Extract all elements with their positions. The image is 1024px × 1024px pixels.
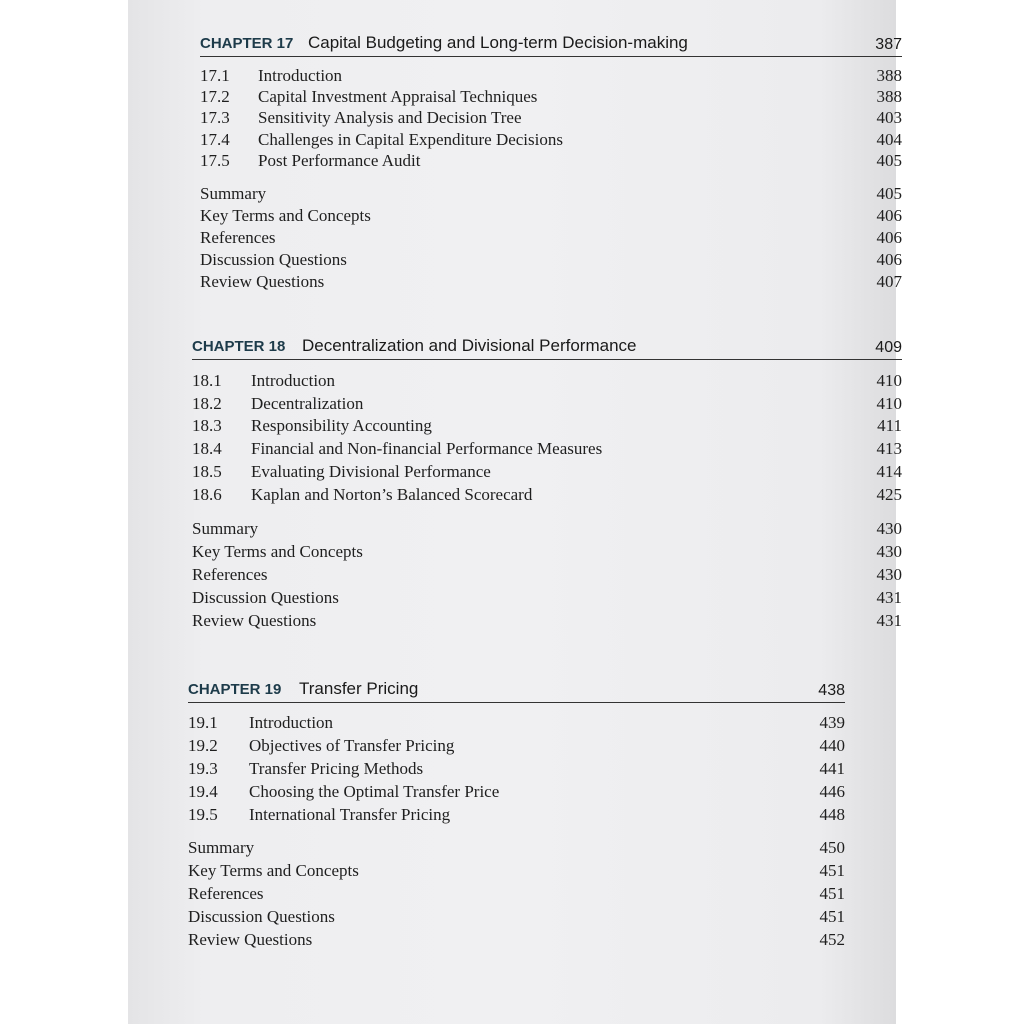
section-page: 448 [819,805,845,824]
section-number: 17.1 [200,66,230,85]
section-page: 414 [876,462,902,481]
section-number: 18.5 [192,462,222,481]
section-row [192,439,902,461]
chapter-rule [192,359,902,360]
section-number: 17.3 [200,108,230,127]
section-number: 19.5 [188,805,218,824]
chapter-18 [192,333,902,633]
section-row [200,130,902,152]
section-number: 18.6 [192,485,222,504]
extra-title: Discussion Questions [188,907,335,926]
section-page: 405 [876,151,902,170]
section-title: Introduction [249,713,334,732]
section-page: 441 [819,759,845,778]
extra-page: 431 [876,588,902,607]
extra-page: 451 [819,907,845,926]
section-title: Responsibility Accounting [251,416,432,435]
extra-row [192,519,902,541]
extra-page: 451 [819,884,845,903]
section-number: 19.2 [188,736,218,755]
section-row [192,371,902,393]
chapter-heading [188,676,845,702]
extra-page: 407 [876,272,902,291]
extra-title: References [188,884,264,903]
extra-title: Key Terms and Concepts [188,861,359,880]
section-title: Introduction [251,371,336,390]
book-page [128,0,902,1024]
extra-row [192,565,902,587]
chapter-heading [192,333,902,359]
section-title: Decentralization [251,394,364,413]
section-number: 17.2 [200,87,230,106]
extra-page: 406 [876,228,902,247]
extra-page: 430 [876,565,902,584]
extra-row [200,206,902,228]
section-page: 440 [819,736,845,755]
section-page: 404 [876,130,902,149]
extra-page: 405 [876,184,902,203]
section-number: 19.4 [188,782,218,801]
section-title: Choosing the Optimal Transfer Price [249,782,500,801]
extra-page: 406 [876,206,902,225]
chapter-number: CHAPTER 18 [192,338,286,355]
extra-row [200,272,902,294]
section-title: Sensitivity Analysis and Decision Tree [258,108,522,127]
extra-row [200,228,902,250]
section-page: 446 [819,782,845,801]
chapter-19 [188,676,845,976]
section-page: 410 [876,371,902,390]
extra-page: 451 [819,861,845,880]
extra-row [188,907,845,929]
section-row [192,462,902,484]
chapter-title: Capital Budgeting and Long-term Decision-making [308,33,688,52]
chapter-heading [200,30,902,56]
extra-row [200,184,902,206]
extra-title: Discussion Questions [192,588,339,607]
section-number: 19.3 [188,759,218,778]
section-row [188,759,845,781]
section-title: Evaluating Divisional Performance [251,462,491,481]
section-number: 17.4 [200,130,230,149]
section-page: 410 [876,394,902,413]
section-title: Post Performance Audit [258,151,421,170]
section-row [200,151,902,173]
section-title: Kaplan and Norton’s Balanced Scorecard [251,485,533,504]
section-title: Introduction [258,66,343,85]
chapter-rule [188,702,845,703]
section-row [188,713,845,735]
extra-page: 406 [876,250,902,269]
extra-title: References [192,565,268,584]
section-title: Capital Investment Appraisal Techniques [258,87,538,106]
chapter-number: CHAPTER 19 [188,681,282,698]
extra-row [188,884,845,906]
extra-title: Summary [200,184,267,203]
section-page: 439 [819,713,845,732]
section-number: 19.1 [188,713,218,732]
extra-row [192,542,902,564]
extra-page: 452 [819,930,845,949]
section-row [200,87,902,109]
section-page: 403 [876,108,902,127]
extra-row [200,250,902,272]
section-page: 388 [876,87,902,106]
extra-row [192,611,902,633]
chapter-title: Transfer Pricing [299,679,419,698]
section-page: 411 [877,416,902,435]
extra-title: Discussion Questions [200,250,347,269]
section-row [188,736,845,758]
section-title: Transfer Pricing Methods [249,759,424,778]
section-row [200,108,902,130]
extra-title: References [200,228,276,247]
section-row [188,805,845,827]
section-row [200,66,902,88]
section-row [192,416,902,438]
section-title: International Transfer Pricing [249,805,451,824]
extra-page: 430 [876,542,902,561]
section-number: 18.3 [192,416,222,435]
section-title: Challenges in Capital Expenditure Decisions [258,130,563,149]
section-title: Objectives of Transfer Pricing [249,736,455,755]
section-title: Financial and Non-financial Performance Measures [251,439,603,458]
extra-title: Review Questions [188,930,313,949]
extra-row [192,588,902,610]
chapter-number: CHAPTER 17 [200,35,294,52]
extra-title: Summary [188,838,255,857]
extra-page: 450 [819,838,845,857]
extra-title: Summary [192,519,259,538]
chapter-rule [200,56,902,57]
extra-row [188,838,845,860]
extra-page: 431 [876,611,902,630]
extra-title: Review Questions [200,272,325,291]
chapter-page: 438 [818,682,845,699]
section-page: 413 [876,439,902,458]
section-number: 18.1 [192,371,222,390]
section-number: 18.2 [192,394,222,413]
chapter-17 [200,30,902,300]
extra-row [188,930,845,952]
section-page: 388 [876,66,902,85]
section-number: 17.5 [200,151,230,170]
section-row [188,782,845,804]
extra-row [188,861,845,883]
extra-page: 430 [876,519,902,538]
extra-title: Key Terms and Concepts [200,206,371,225]
section-page: 425 [876,485,902,504]
chapter-title: Decentralization and Divisional Performance [302,336,637,355]
chapter-page: 387 [875,36,902,53]
chapter-page: 409 [875,339,902,356]
section-row [192,394,902,416]
section-row [192,485,902,507]
extra-title: Review Questions [192,611,317,630]
section-number: 18.4 [192,439,222,458]
extra-title: Key Terms and Concepts [192,542,363,561]
